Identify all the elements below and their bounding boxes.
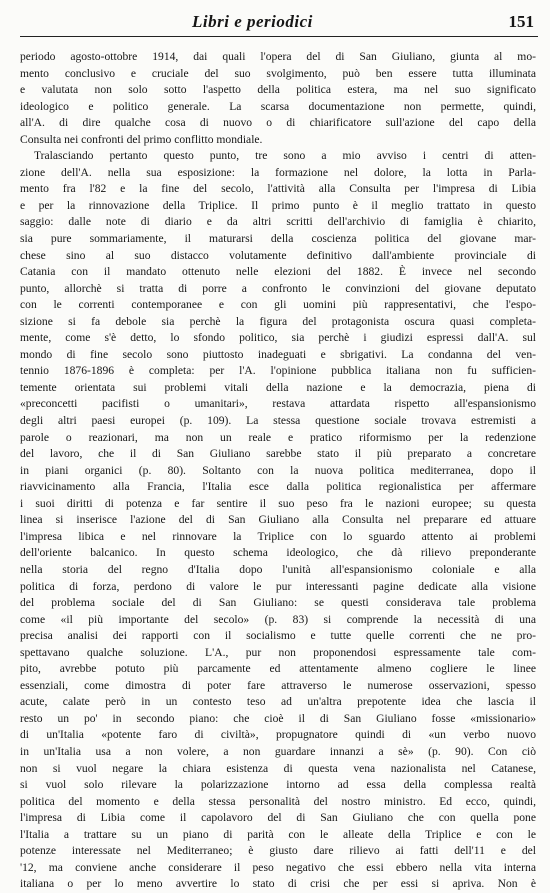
- text-line: Tralasciando pertanto questo punto, tre sono a mio avviso i centri di atten-: [34, 149, 536, 163]
- running-header: [20, 10, 538, 34]
- text-line: sia pure sommariamente, il maturarsi della coscienza politica del giovane mar-: [20, 232, 536, 246]
- text-line: spettavano qualche soluzione. L'A., pur non proponendosi espressamente tale com-: [20, 645, 536, 659]
- text-line: si vuol solo rilevare la polarizzazione intorno ad essa della complessa realtà: [20, 778, 536, 792]
- text-line: non si vuol negare la chiara esistenza di questa vena nazionalista nel Catanese,: [20, 761, 536, 775]
- text-line: in un'Italia usa a non volere, a non guardare innanzi a sè» (p. 90). Con ciò: [20, 744, 536, 758]
- text-line: l'impresa libica e nel rinnovare la Triplice con lo sguardo attento ai problemi: [20, 529, 536, 543]
- text-line: temente orientata sui problemi vitali della nazione e la democrazia, piena di: [20, 380, 536, 394]
- text-line: nella storia del regno d'Italia dopo l'unità all'espansionismo coloniale e alla: [20, 562, 536, 576]
- text-line: all'A. di dire qualche cosa di nuovo o di chiarificatore sull'azione del capo della: [20, 116, 536, 130]
- text-line: del problema sociale del di San Giuliano: se questi considerava tale problema: [20, 596, 536, 610]
- text-line: '12, ma conviene anche considerare il peso negativo che essi ebbero nella vita interna: [20, 860, 536, 874]
- text-line: dell'oriente balcanico. In questo schema ideologico, che dà rilievo preponderante: [20, 546, 536, 560]
- text-line: parole o reazionari, ma non un reale e pratico riformismo per la redenzione: [20, 430, 536, 444]
- text-line: del lavoro, che il di San Giuliano sarebbe stato il più preparato a concretare: [20, 447, 536, 461]
- text-line: l'Italia a trattare su un piano di parità con le alleate della Triplice e con le: [20, 827, 536, 841]
- text-line: saggio: dalle note di diario e da altri scritti dell'archivio di famiglia è chiarito,: [20, 215, 536, 229]
- text-line: italiana o per lo meno avvertire lo stato di crisi che per essi si apriva. Non è: [20, 877, 536, 891]
- text-line: e valutata non solo sotto l'aspetto della politica estera, ma nel suo significato: [20, 83, 536, 97]
- text-line: degli altri paesi europei (p. 109). La stessa questione sociale trovava estremisti a: [20, 414, 536, 428]
- text-line: politica del momento e della stessa personalità del nostro ministro. Ed ecco, quindi,: [20, 794, 536, 808]
- text-line: tennio 1876-1896 è completa: per l'A. l'opinione pubblica italiana non fu sufficien-: [20, 364, 536, 378]
- text-line: pito, avrebbe potuto più parcamente ed attentamente almeno cogliere le linee: [20, 662, 536, 676]
- text-line: periodo agosto-ottobre 1914, dai quali l'opera del di San Giuliano, giunta al mo-: [20, 50, 536, 63]
- running-title: Libri e periodici: [192, 12, 313, 31]
- text-line: mondo di fine secolo sono piuttosto inadeguati e sbrigativi. La condanna del ven-: [20, 347, 536, 361]
- page-number: 151: [508, 12, 534, 31]
- text-line: riavvicinamento alla Francia, l'Italia esce dalla politica regionalistica per affermare: [20, 480, 536, 494]
- text-line: linea si inserisce l'azione del di San Giuliano alla Consulta nel preparare ed attuare: [20, 513, 536, 527]
- text-line: zione dell'A. nella sua esposizione: la formazione nel dolore, la lotta in Parla-: [20, 165, 536, 179]
- text-line: punto, allorchè si tratta di porre a confronto le convinzioni del giovane deputato: [20, 281, 536, 295]
- text-line: mento conclusivo e cruciale del suo svolgimento, può ben essere tutta illuminata: [20, 66, 536, 80]
- text-line: come «il più importante del secolo» (p. 83) si comprende la necessità di una: [20, 612, 536, 626]
- text-line: ideologico e politico generale. La scarsa documentazione non permette, quindi,: [20, 99, 536, 113]
- text-line: l'impresa di Libia come il capolavoro del di San Giuliano che con quella pone: [20, 811, 536, 825]
- text-line: mento fra l'82 e la fine del secolo, l'attività alla Consulta per l'impresa di Libia: [20, 182, 536, 196]
- text-line: potenze interessate nel Mediterraneo; è giusto dare rilievo ai fatti dell'11 e del: [20, 844, 536, 858]
- text-line: «preconcetti pacifisti o umanitari», restava attardata rispetto all'espansionismo: [20, 397, 536, 411]
- body-text: [20, 49, 536, 893]
- text-line: Catania con il mandato ottenuto nelle elezioni del 1882. È invece nel secondo: [20, 265, 536, 279]
- text-line: essenziali, come dimostra di poter fare attraverso le numerose osservazioni, spesso: [20, 678, 536, 692]
- text-line: i suoi diritti di potenza e far sentire il suo peso fra le nazioni europee; su questa: [20, 496, 536, 510]
- text-line: resto un po' in secondo piano: che cioè il di San Giuliano fosse «missionario»: [20, 711, 536, 725]
- text-line: di un'Italia «potente faro di civiltà», propugnatore quindi di «un verbo nuovo: [20, 728, 536, 742]
- text-line: Consulta nei confronti del primo conflitto mondiale.: [20, 132, 263, 146]
- text-line: con le correnti contemporanee e con gli uomini più rappresentativi, che l'espo-: [20, 298, 536, 312]
- text-line: sizione si fa debole sia perchè la figura del protagonista oscura quasi completa-: [20, 314, 536, 328]
- header-rule: [20, 36, 538, 37]
- text-line: mente, come s'è detto, lo sfondo politico, sia perchè i giudizi espressi dall'A. sul: [20, 331, 536, 345]
- text-line: politica di forza, perdono di valore le pur interessanti pagine dedicate alla visione: [20, 579, 536, 593]
- text-line: e per la rinnovazione della Triplice. Il primo punto è il meglio trattato in questo: [20, 198, 536, 212]
- text-line: in piani organici (p. 80). Soltanto con la nuova politica mediterranea, dopo il: [20, 463, 536, 477]
- text-line: chese sino al suo distacco volutamente definitivo dall'ambiente provinciale di: [20, 248, 536, 262]
- text-line: precisa analisi dei rapporti con il socialismo e tutte quelle correnti che ne pro-: [20, 629, 536, 643]
- text-line: acute, calate però in un contesto teso ad un'altra prepotente idea che lascia il: [20, 695, 536, 709]
